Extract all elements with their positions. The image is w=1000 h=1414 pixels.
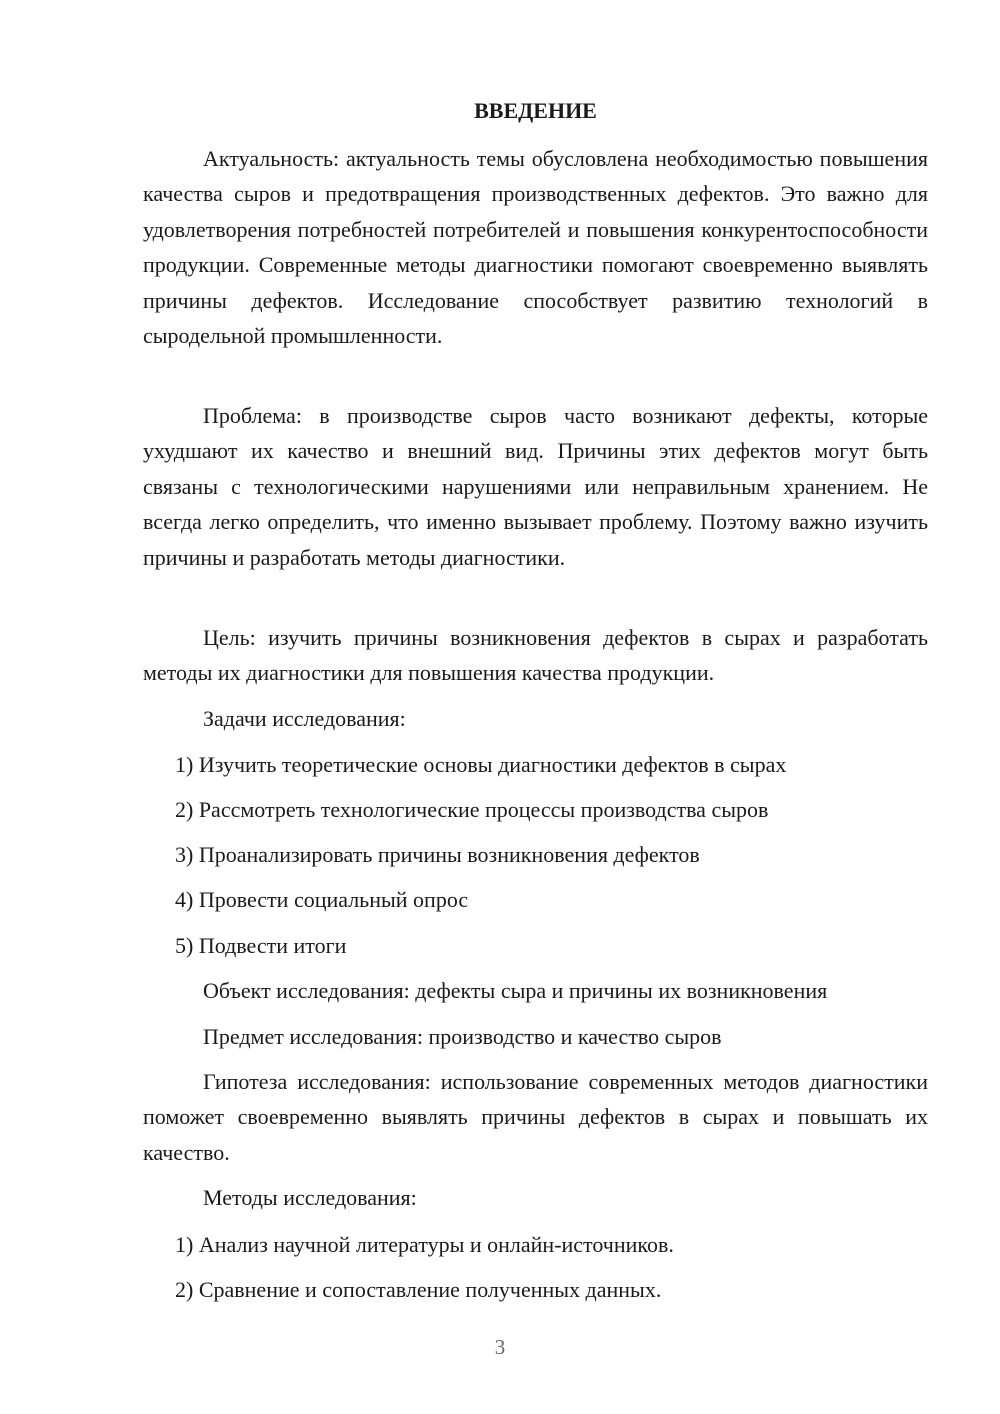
relevance-paragraph: Актуальность: актуальность темы обусловлена необходимостью повышения качества сыров и предотвращения производственных дефектов. Это важно для удовлетворения потребностей потребителей и повышения конкурентоспособности продукции. Современные методы диагностики помогают своевременно выявлять причины дефектов. Исследование способствует развитию технологий в сыродельной промышленности. [143, 146, 928, 349]
goal-paragraph: Цель: изучить причины возникновения дефектов в сырах и разработать методы их диагностики для повышения качества продукции. [143, 625, 928, 686]
method-item: 2) Сравнение и сопоставление полученных данных. [175, 1277, 662, 1302]
research-subject: Предмет исследования: производство и качество сыров [203, 1024, 722, 1049]
task-item: 2) Рассмотреть технологические процессы производства сыров [175, 797, 769, 822]
research-object: Объект исследования: дефекты сыра и причины их возникновения [203, 978, 828, 1003]
method-item: 1) Анализ научной литературы и онлайн-источников. [175, 1232, 674, 1257]
task-item: 3) Проанализировать причины возникновения дефектов [175, 842, 700, 867]
page-number: 3 [494, 1335, 506, 1359]
tasks-heading: Задачи исследования: [203, 706, 406, 731]
problem-paragraph: Проблема: в производстве сыров часто возникают дефекты, которые ухудшают их качество и внешний вид. Причины этих дефектов могут быть связаны с технологическими нарушениями или неправильным хранением. Не всегда легко определить, что именно вызывает проблему. Поэтому важно изучить причины и разработать методы диагностики. [143, 403, 928, 570]
page-title: ВВЕДЕНИЕ [474, 98, 597, 123]
hypothesis-paragraph: Гипотеза исследования: использование современных методов диагностики поможет своевременно выявлять причины дефектов в сырах и повышать их качество. [143, 1069, 928, 1165]
methods-heading: Методы исследования: [203, 1185, 417, 1210]
task-item: 5) Подвести итоги [175, 933, 347, 958]
task-item: 1) Изучить теоретические основы диагностики дефектов в сырах [175, 752, 787, 777]
task-item: 4) Провести социальный опрос [175, 887, 469, 912]
